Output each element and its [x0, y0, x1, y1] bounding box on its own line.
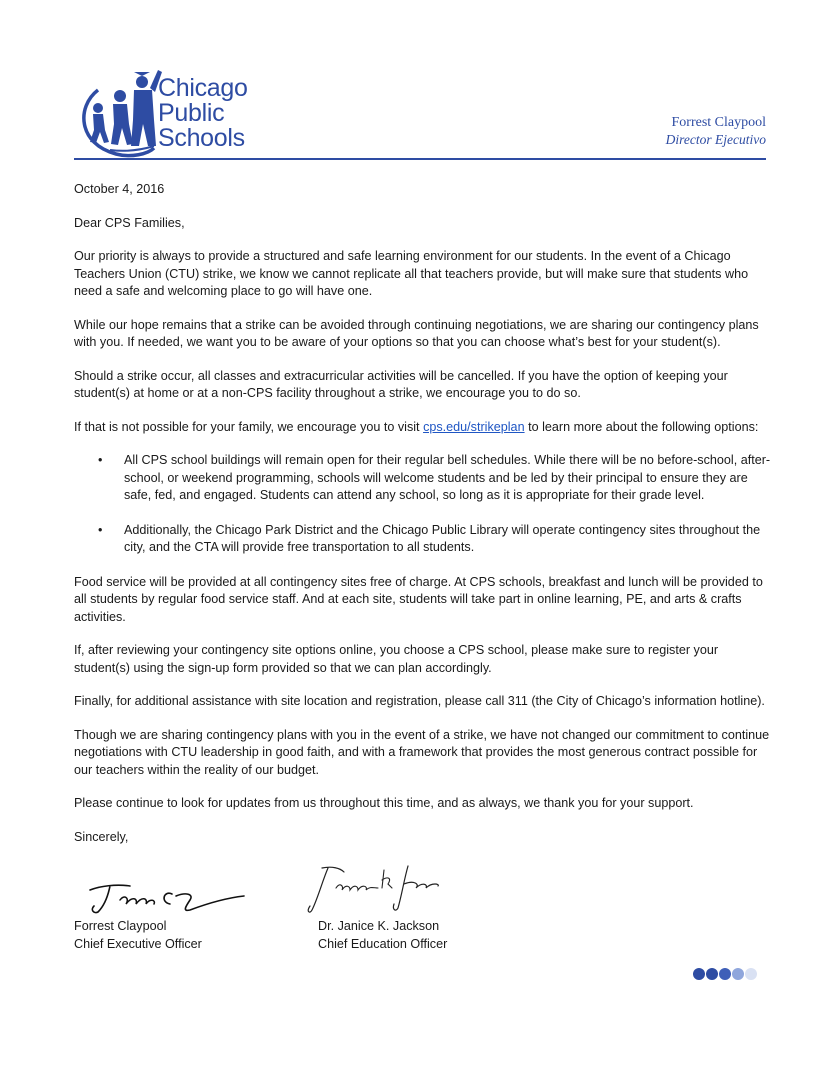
paragraph-1: Our priority is always to provide a structured and safe learning environment for our students. In the event of a Chicago Teachers Union (CTU) strike, we know we cannot replicate all that teachers provide, but will make sure that students who need a safe and welcoming place to go will have one.	[74, 249, 749, 298]
letter-date: October 4, 2016	[74, 182, 165, 196]
signatory-2	[318, 918, 447, 953]
logo-wordmark	[158, 76, 248, 151]
signatory-title: Chief Executive Officer	[74, 936, 202, 951]
paragraph-4-text-end: to learn more about the following options:	[524, 419, 759, 434]
list-item-text: All CPS school buildings will remain open for their regular bell schedules. While there will be no before-school, after-school, or weekend programming, schools will welcome students and be led by their principal to ensure they are safe, fed, and engaged. Students can attend any school, so long as it is appropriate for their grade level.	[124, 453, 771, 502]
paragraph-5: Food service will be provided at all contingency sites free of charge. At CPS schools, breakfast and lunch will be provided to all students by regular food service staff. And at each site, students will take part in online learning, PE, and arts & crafts activities.	[74, 574, 763, 624]
letter-body	[74, 181, 774, 862]
paragraph-4-text: If that is not possible for your family, we encourage you to visit	[74, 419, 424, 434]
signature-jackson	[306, 858, 456, 918]
sender-header	[666, 114, 766, 148]
logo-line-2: Public	[158, 99, 225, 127]
paragraph-6: If, after reviewing your contingency site options online, you choose a CPS school, please make sure to register your student(s) using the sign-up form provided so that we can plan accordingly.	[74, 643, 719, 675]
footer-dot	[719, 968, 731, 980]
salutation: Dear CPS Families,	[74, 215, 185, 230]
paragraph-3: Should a strike occur, all classes and extracurricular activities will be cancelled. If you have the option of keeping your student(s) at home or at a non-CPS facility throughout a strike, we encourage you to do so.	[74, 368, 728, 400]
signatory-1	[74, 918, 202, 953]
paragraph-9: Please continue to look for updates from us throughout this time, and as always, we thank you for your support.	[74, 796, 694, 810]
strikeplan-link[interactable]: cps.edu/strikeplan	[423, 419, 525, 434]
signatory-name: Dr. Janice K. Jackson	[318, 919, 440, 933]
bullet-icon: •	[98, 453, 103, 467]
logo-line-3: Schools	[158, 124, 245, 152]
bullet-icon: •	[98, 522, 103, 537]
footer-dots	[692, 967, 762, 981]
options-list	[74, 452, 774, 557]
signatory-title: Chief Education Officer	[318, 936, 448, 951]
closing: Sincerely,	[74, 829, 129, 844]
footer-dot	[745, 968, 757, 980]
list-item	[74, 522, 774, 557]
footer-dot	[693, 968, 705, 980]
header-divider	[74, 158, 766, 160]
list-item	[74, 452, 774, 505]
paragraph-8: Though we are sharing contingency plans with you in the event of a strike, we have not changed our commitment to continue negotiations with CTU leadership in good faith, and with a framework that provides the most generous contract possible for our teachers within the reality of our budget.	[74, 727, 770, 777]
list-item-text: Additionally, the Chicago Park District and the Chicago Public Library will operate contingency sites throughout the city, and the CTA will provide free transportation to all students.	[124, 522, 761, 554]
paragraph-2: While our hope remains that a strike can be avoided through continuing negotiations, we are sharing our contingency plans with you. If needed, we want you to be aware of your options so that you can choose what’s best for your student(s).	[74, 317, 759, 349]
signatory-name: Forrest Claypool	[74, 919, 167, 933]
footer-dot	[706, 968, 718, 980]
sender-title: Director Ejecutivo	[665, 132, 766, 147]
logo-line-1: Chicago	[158, 74, 248, 102]
paragraph-4	[74, 419, 774, 437]
paragraph-7: Finally, for additional assistance with site location and registration, please call 311 (the City of Chicago’s information hotline).	[74, 694, 765, 708]
footer-dot	[732, 968, 744, 980]
sender-name: Forrest Claypool	[671, 115, 766, 130]
signature-claypool	[86, 868, 261, 918]
